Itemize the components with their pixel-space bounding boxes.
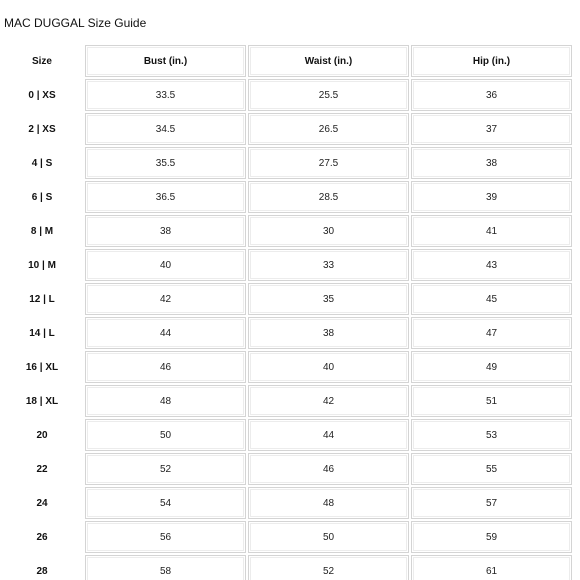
- table-row: [84, 316, 574, 350]
- table-row: [84, 282, 574, 316]
- size-label: 12 | L: [29, 293, 55, 305]
- cell-waist: 50: [248, 521, 409, 553]
- column-header-waist: Waist (in.): [248, 45, 409, 77]
- table-row: [84, 350, 574, 384]
- table-row: [84, 146, 574, 180]
- cell-bust: 56: [85, 521, 246, 553]
- cell-waist: 28.5: [248, 181, 409, 213]
- table-row: [84, 112, 574, 146]
- cell-bust: 44: [85, 317, 246, 349]
- cell-bust: 34.5: [85, 113, 246, 145]
- cell-bust: 58: [85, 555, 246, 580]
- cell-waist: 44: [248, 419, 409, 451]
- table-row: [84, 520, 574, 554]
- cell-waist: 25.5: [248, 79, 409, 111]
- table-header-row: [84, 44, 574, 78]
- cell-bust: 42: [85, 283, 246, 315]
- cell-hip: 45: [411, 283, 572, 315]
- size-label: 0 | XS: [28, 89, 56, 101]
- cell-hip: 51: [411, 385, 572, 417]
- cell-bust: 33.5: [85, 79, 246, 111]
- table-row: [84, 78, 574, 112]
- size-label: 2 | XS: [28, 123, 56, 135]
- table-row: [84, 214, 574, 248]
- cell-waist: 52: [248, 555, 409, 580]
- page-title: MAC DUGGAL Size Guide: [4, 16, 147, 30]
- size-label: 10 | M: [28, 259, 56, 271]
- cell-bust: 46: [85, 351, 246, 383]
- size-label: 22: [36, 463, 48, 475]
- column-header-hip: Hip (in.): [411, 45, 572, 77]
- cell-hip: 41: [411, 215, 572, 247]
- cell-waist: 48: [248, 487, 409, 519]
- cell-bust: 48: [85, 385, 246, 417]
- cell-hip: 36: [411, 79, 572, 111]
- cell-hip: 39: [411, 181, 572, 213]
- cell-hip: 43: [411, 249, 572, 281]
- cell-waist: 33: [248, 249, 409, 281]
- cell-waist: 30: [248, 215, 409, 247]
- size-label: 28: [36, 565, 48, 577]
- cell-hip: 37: [411, 113, 572, 145]
- size-label: 16 | XL: [25, 361, 59, 373]
- cell-hip: 59: [411, 521, 572, 553]
- size-label: 18 | XL: [25, 395, 59, 407]
- cell-bust: 52: [85, 453, 246, 485]
- cell-hip: 47: [411, 317, 572, 349]
- cell-waist: 46: [248, 453, 409, 485]
- size-label: 24: [36, 497, 48, 509]
- cell-hip: 53: [411, 419, 572, 451]
- size-table: [84, 44, 574, 580]
- cell-waist: 26.5: [248, 113, 409, 145]
- size-column-header: Size: [31, 55, 52, 67]
- table-row: [84, 418, 574, 452]
- cell-waist: 40: [248, 351, 409, 383]
- table-row: [84, 486, 574, 520]
- cell-hip: 38: [411, 147, 572, 179]
- cell-hip: 61: [411, 555, 572, 580]
- table-row: [84, 452, 574, 486]
- cell-bust: 40: [85, 249, 246, 281]
- table-body: [84, 78, 574, 580]
- size-label: 14 | L: [29, 327, 55, 339]
- cell-bust: 54: [85, 487, 246, 519]
- cell-bust: 50: [85, 419, 246, 451]
- cell-waist: 27.5: [248, 147, 409, 179]
- table-row: [84, 248, 574, 282]
- column-header-bust: Bust (in.): [85, 45, 246, 77]
- cell-waist: 38: [248, 317, 409, 349]
- size-label: 6 | S: [31, 191, 53, 203]
- table-row: [84, 384, 574, 418]
- size-label: 20: [36, 429, 48, 441]
- cell-waist: 35: [248, 283, 409, 315]
- cell-bust: 36.5: [85, 181, 246, 213]
- table-row: [84, 554, 574, 580]
- cell-waist: 42: [248, 385, 409, 417]
- cell-hip: 57: [411, 487, 572, 519]
- cell-hip: 49: [411, 351, 572, 383]
- cell-bust: 38: [85, 215, 246, 247]
- cell-hip: 55: [411, 453, 572, 485]
- cell-bust: 35.5: [85, 147, 246, 179]
- size-label: 26: [36, 531, 48, 543]
- size-label: 4 | S: [31, 157, 53, 169]
- table-row: [84, 180, 574, 214]
- size-label: 8 | M: [30, 225, 54, 237]
